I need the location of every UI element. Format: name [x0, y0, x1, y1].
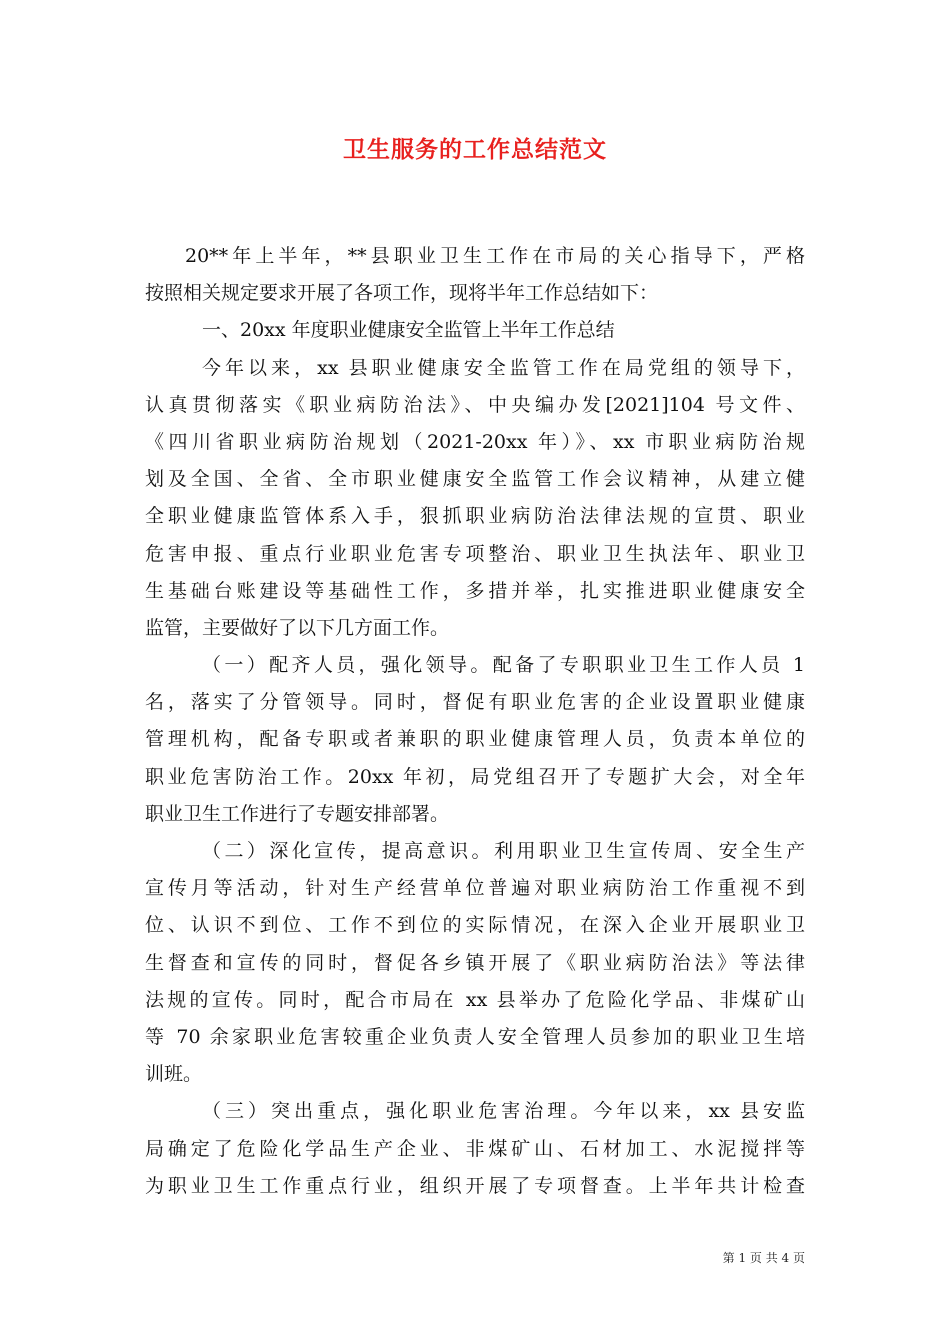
text-line: 全职业健康监管体系入手，狠抓职业病防治法律法规的宣贯、职业: [145, 505, 805, 528]
text-line: 20**年上半年，**县职业卫生工作在市局的关心指导下，严格: [185, 245, 805, 267]
text-line: 一、20xx 年度职业健康安全监管上半年工作总结: [202, 319, 615, 342]
text-line: 管理机构，配备专职或者兼职的职业健康管理人员，负责本单位的: [145, 728, 805, 751]
text-line: 法规的宣传。同时，配合市局在 xx 县举办了危险化学品、非煤矿山: [145, 988, 805, 1011]
text-line: 位、认识不到位、工作不到位的实际情况，在深入企业开展职业卫: [145, 914, 805, 937]
text-line: 名，落实了分管领导。同时，督促有职业危害的企业设置职业健康: [145, 691, 805, 714]
text-line: 按照相关规定要求开展了各项工作，现将半年工作总结如下：: [145, 282, 659, 305]
text-line: 为职业卫生工作重点行业，组织开展了专项督查。上半年共计检查: [145, 1174, 805, 1197]
text-line: （二）深化宣传，提高意识。利用职业卫生宣传周、安全生产: [202, 840, 805, 862]
text-line: 局确定了危险化学品生产企业、非煤矿山、石材加工、水泥搅拌等: [145, 1137, 805, 1160]
text-line: 认真贯彻落实《职业病防治法》、中央编办发[2021]104 号文件、: [145, 393, 805, 416]
text-line: 训班。: [145, 1063, 203, 1086]
document-title: 卫生服务的工作总结范文: [343, 136, 607, 163]
document-body: [145, 238, 805, 1205]
text-line: 职业卫生工作进行了专题安排部署。: [145, 802, 450, 825]
page-footer: 第 1 页 共 4 页: [722, 1251, 805, 1265]
text-line: 监管，主要做好了以下几方面工作。: [145, 616, 450, 639]
text-line: 划及全国、全省、全市职业健康安全监管工作会议精神，从建立健: [145, 468, 805, 491]
text-line: （三）突出重点，强化职业危害治理。今年以来，xx 县安监: [202, 1100, 805, 1123]
text-line: 等 70 余家职业危害较重企业负责人安全管理人员参加的职业卫生培: [145, 1025, 805, 1048]
text-line: 《四川省职业病防治规划（2021-20xx 年）》、xx 市职业病防治规: [145, 430, 805, 453]
text-line: 职业危害防治工作。20xx 年初，局党组召开了专题扩大会，对全年: [145, 765, 805, 788]
text-line: 今年以来，xx 县职业健康安全监管工作在局党组的领导下，: [202, 356, 805, 379]
text-line: 生督查和宣传的同时，督促各乡镇开展了《职业病防治法》等法律: [145, 951, 805, 974]
text-line: 宣传月等活动，针对生产经营单位普遍对职业病防治工作重视不到: [145, 877, 805, 900]
text-line: 危害申报、重点行业职业危害专项整治、职业卫生执法年、职业卫: [145, 542, 805, 565]
text-line: 生基础台账建设等基础性工作，多措并举，扎实推进职业健康安全: [145, 579, 805, 602]
text-line: （一）配齐人员，强化领导。配备了专职职业卫生工作人员 1: [202, 654, 805, 677]
